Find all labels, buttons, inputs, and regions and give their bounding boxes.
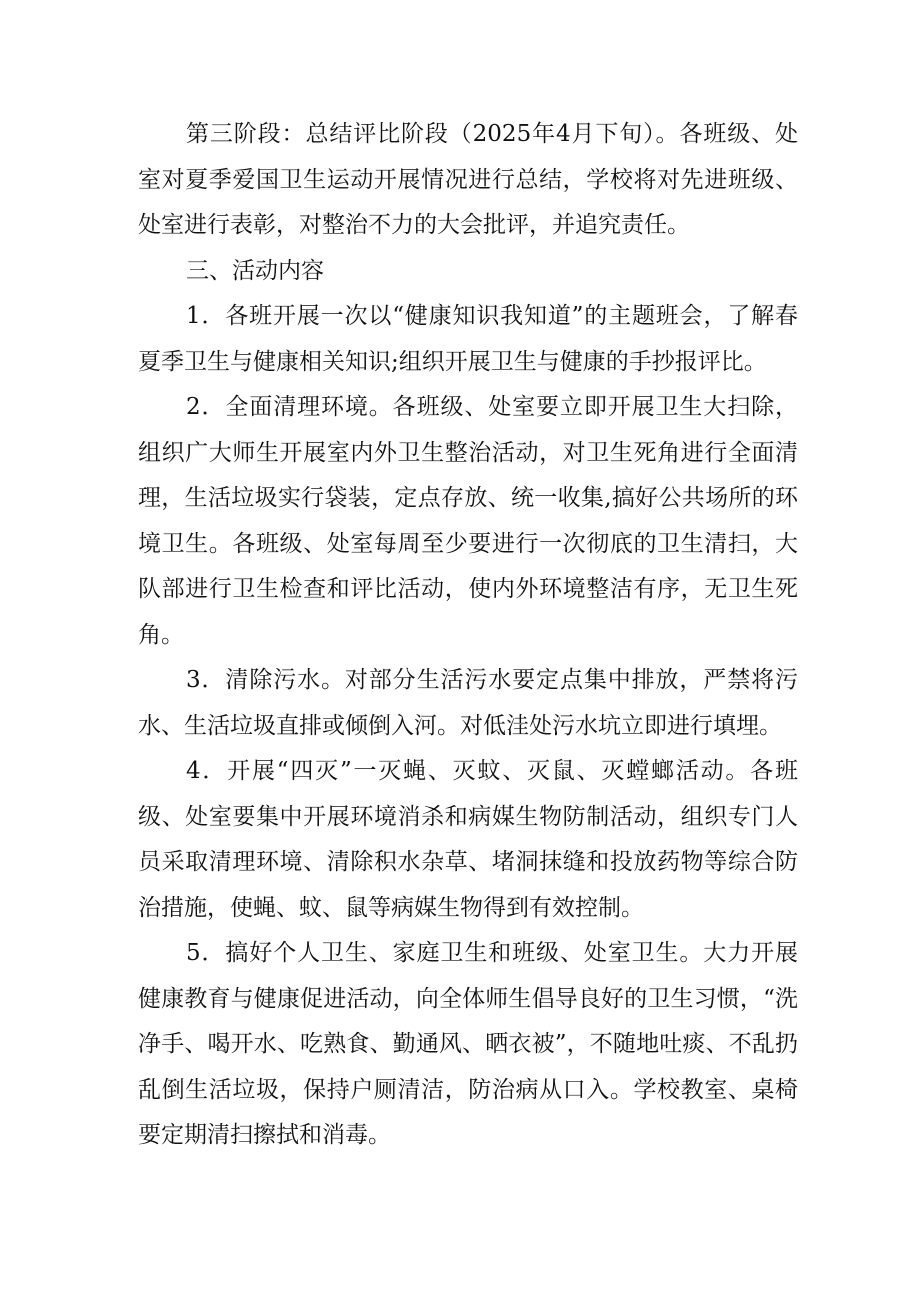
section-heading-activity-content: 三、活动内容 [186,257,324,284]
document-body [138,112,798,1159]
paragraph-item-5: 5．搞好个人卫生、家庭卫生和班级、处室卫生。大力开展健康教育与健康促进活动，向全体师生倡导良好的卫生习惯，“洗净手、喝开水、吃熟食、勤通风、晒衣被”，不随地吐痰、不乱扔乱倒生活垃圾，保持户厕清洁，防治病从口入。学校教室、桌椅要定期清扫擦拭和消毒。 [138,940,798,1148]
paragraph-item-4: 4．开展“四灭”一灭蝇、灭蚊、灭鼠、灭螳螂活动。各班级、处室要集中开展环境消杀和病媒生物防制活动，组织专门人员采取清理环境、清除积水杂草、堵洞抹缝和投放药物等综合防治措施，使蝇、蚊、鼠等病媒生物得到有效控制。 [138,758,798,921]
paragraph-item-2: 2．全面清理环境。各班级、处室要立即开展卫生大扫除，组织广大师生开展室内外卫生整治活动，对卫生死角进行全面清理，生活垃圾实行袋装，定点存放、统一收集,搞好公共场所的环境卫生。各班级、处室每周至少要进行一次彻底的卫生清扫，大队部进行卫生检查和评比活动，使内外环境整洁有序，无卫生死角。 [138,394,798,648]
paragraph-item-1: 1．各班开展一次以“健康知识我知道”的主题班会，了解春夏季卫生与健康相关知识;组织开展卫生与健康的手抄报评比。 [138,303,798,375]
paragraph-stage-three: 第三阶段：总结评比阶段（2025年4月下旬）。各班级、处室对夏季爱国卫生运动开展情况进行总结，学校将对先进班级、处室进行表彰，对整治不力的大会批评，并追究责任。 [138,121,798,238]
paragraph-item-3: 3．清除污水。对部分生活污水要定点集中排放，严禁将污水、生活垃圾直排或倾倒入河。对低洼处污水坑立即进行填埋。 [138,667,798,739]
